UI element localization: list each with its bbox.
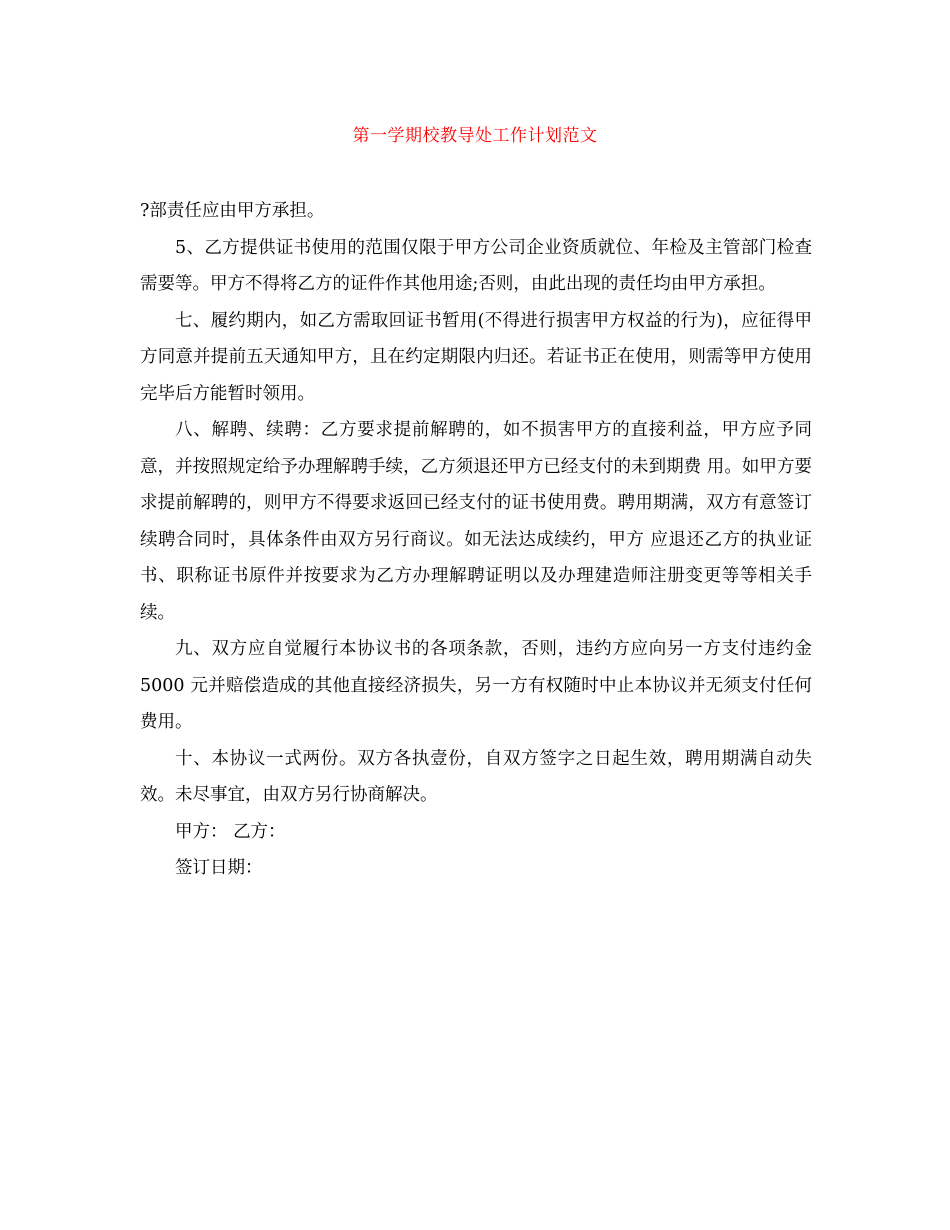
document-title: 第一学期校教导处工作计划范文 bbox=[352, 126, 598, 146]
paragraph-clause-8: 八、解聘、续聘：乙方要求提前解聘的，如不损害甲方的直接利益，甲方应予同意，并按照规定给予办理解聘手续，乙方须退还甲方已经支付的未到期费 用。如甲方要求提前解聘的，则甲方不得要求返回已经支付的证书使用费。聘用期满，双方有意签订续聘合同时，具体条件由双方另行商议。如无法达成续约，甲方 应退还乙方的执业证书、职称证书原件并按要求为乙方办理解聘证明以及办理建造师注册变更等等相关手续。 bbox=[140, 420, 812, 623]
signing-date: 签订日期： bbox=[175, 858, 263, 878]
paragraph-clause-10: 十、本协议一式两份。双方各执壹份，自双方签字之日起生效，聘用期满自动失效。未尽事宜，由双方另行协商解决。 bbox=[140, 748, 812, 805]
signature-parties: 甲方： 乙方： bbox=[175, 821, 286, 842]
document-body bbox=[140, 193, 812, 887]
paragraph-clause-5: 5、乙方提供证书使用的范围仅限于甲方公司企业资质就位、年检及主管部门检查需要等。甲方不得将乙方的证件作其他用途;否则，由此出现的责任均由甲方承担。 bbox=[140, 237, 812, 294]
paragraph-clause-9: 九、双方应自觉履行本协议书的各项条款，否则，违约方应向另一方支付违约金 5000 元并赔偿造成的其他直接经济损失，另一方有权随时中止本协议并无须支付任何费用。 bbox=[140, 639, 812, 732]
paragraph-responsibility: ?部责任应由甲方承担。 bbox=[140, 201, 325, 221]
paragraph-clause-7: 七、履约期内，如乙方需取回证书暂用(不得进行损害甲方权益的行为)，应征得甲方同意并提前五天通知甲方，且在约定期限内归还。若证书正在使用，则需等甲方使用完毕后方能暂时领用。 bbox=[140, 310, 812, 404]
